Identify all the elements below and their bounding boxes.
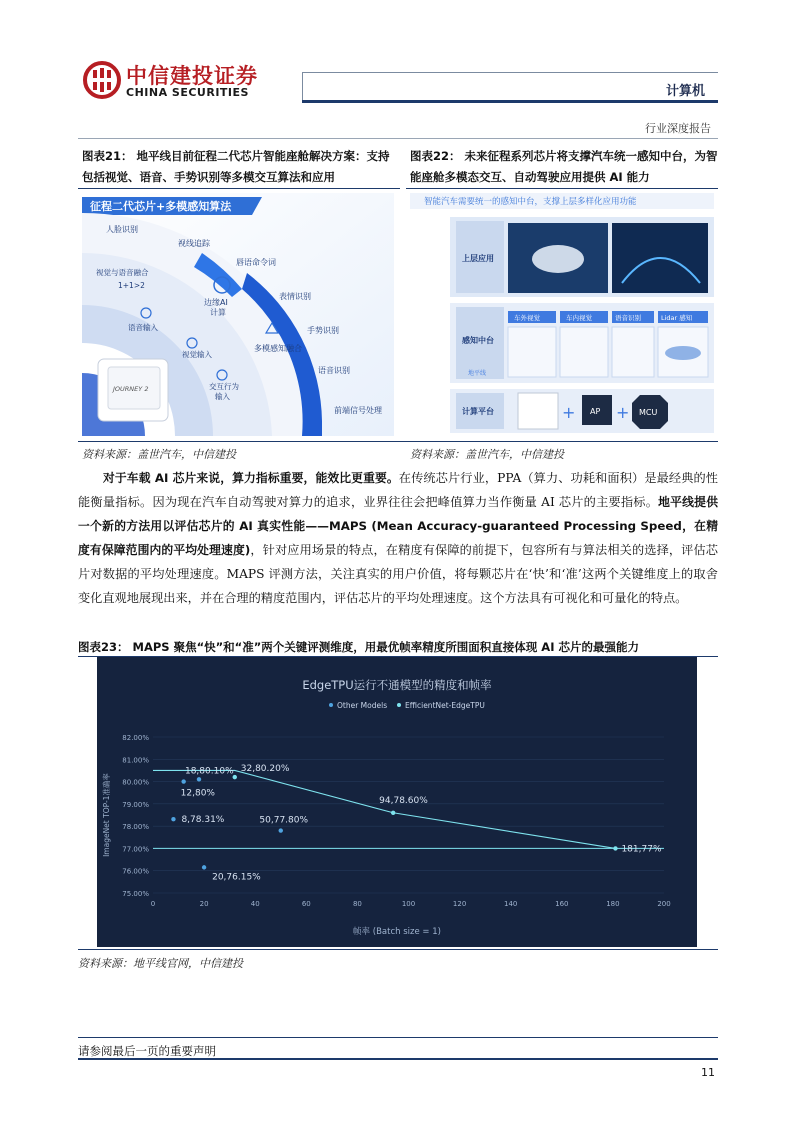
fig21-label: 边缘AI — [204, 298, 228, 307]
data-label: 32,80.20% — [240, 764, 290, 775]
fig22-row-label: 计算平台 — [462, 407, 494, 416]
data-point — [233, 775, 237, 779]
car-icon — [532, 245, 584, 273]
page-number: 11 — [701, 1066, 715, 1079]
figure-23-chart — [97, 657, 697, 947]
data-point — [181, 779, 185, 783]
y-tick-label: 77.00% — [122, 845, 149, 854]
fig22-row-label: 感知中台 — [462, 336, 494, 345]
y-tick-label: 75.00% — [122, 890, 149, 898]
body-paragraph — [78, 466, 718, 610]
figure-23-caption: 图表23： MAPS 聚焦“快”和“准”两个关键评测维度，用最优帧率精度所围面积直接体现 AI 芯片的最强能力 — [78, 640, 639, 654]
fig21-label: 语音识别 — [318, 366, 350, 375]
section-label: 计算机 — [665, 84, 705, 99]
data-label: 8,78.31% — [181, 815, 225, 826]
fig21-label: 唇语命令词 — [236, 258, 276, 267]
fig22-brand: 地平线 — [468, 370, 487, 377]
legend-label: EfficientNet-EdgeTPU — [405, 701, 485, 710]
plus-icon: + — [562, 403, 576, 422]
fig22-perception-header: 车外视觉 — [514, 314, 540, 322]
fig21-label: 视觉输入 — [182, 350, 212, 359]
y-tick-label: 76.00% — [122, 867, 149, 876]
footer-rule-bottom — [78, 1058, 718, 1060]
fig21-label: 表情识别 — [279, 292, 311, 301]
x-tick-label: 40 — [250, 900, 260, 908]
lidar-car-icon — [665, 346, 701, 360]
x-tick-label: 20 — [199, 900, 209, 908]
fig21-banner: 征程二代芯片+多模感知算法 — [90, 200, 232, 213]
fig22-perception-header: 语音识别 — [615, 314, 641, 322]
y-axis-label: ImageNet TOP-1准确率 — [102, 773, 111, 857]
fig21-label: 多模感知融合 — [254, 344, 302, 353]
chart-title: EdgeTPU运行不通模型的精度和帧率 — [302, 678, 492, 692]
x-tick-label: 180 — [606, 900, 620, 908]
logo-chinese-name: 中信建投证券 — [126, 64, 258, 88]
fig21-label: 视觉与语音融合 — [96, 268, 149, 277]
logo-english-name: CHINA SECURITIES — [126, 86, 249, 99]
legend-label: Other Models — [337, 701, 388, 710]
data-point — [279, 828, 283, 832]
fig21-label: 计算 — [210, 308, 226, 317]
fig21-label: 输入 — [215, 392, 230, 401]
figure-22-image — [410, 193, 714, 436]
fig22-perception-header: 车内视觉 — [566, 314, 592, 322]
fig21-label: 手势识别 — [307, 326, 339, 335]
report-type: 行业深度报告 — [645, 122, 711, 135]
body-text-1: 在传统芯片行业，PPA（算力、功耗和面积）是最经典的性能衡量指标。因为现在汽车自动驾驶对算力的追求，业界往往会把峰值算力当作衡量 AI 芯片的主要指标。 — [78, 471, 718, 509]
x-tick-label: 160 — [555, 900, 569, 908]
fig21-label: 视线追踪 — [178, 239, 210, 248]
figure-22-source: 资料来源：盖世汽车，中信建投 — [410, 448, 564, 461]
caption-rule-right — [406, 188, 718, 189]
y-tick-label: 80.00% — [122, 778, 149, 787]
fig21-label: 人脸识别 — [106, 225, 138, 234]
data-point — [197, 777, 201, 781]
x-tick-label: 200 — [657, 900, 671, 908]
frontier-line — [153, 770, 615, 848]
data-label: 94,78.60% — [379, 795, 428, 806]
source-rule — [78, 441, 718, 442]
data-point — [391, 811, 395, 815]
fig21-label: 前端信号处理 — [334, 406, 382, 415]
y-tick-label: 81.00% — [122, 756, 149, 765]
body-text-2: ，针对应用场景的特点，在精度有保障的前提下，包容所有与算法相关的选择，评估芯片对数据的平均处理速度。MAPS 评测方法，关注真实的用户价值，将每颗芯片在‘快’和‘准’这两个关键维度上的取舍变化直观地展现出来，并在合理的精度范围内，评估芯片的平均处理速度。这个方法具有可视化和可量化的特点。 — [78, 543, 718, 605]
fig21-label: 交互行为 — [209, 382, 239, 391]
data-point — [613, 846, 617, 850]
caption-rule-left — [78, 188, 400, 189]
y-tick-label: 79.00% — [122, 800, 149, 809]
x-tick-label: 0 — [150, 900, 156, 908]
body-bold-2: 地平线提供一个新的方法用以评估芯片的 AI 真实性能——MAPS (Mean Accuracy-guaranteed Processing Speed，在精度有保障范围内的平均处理速度) — [78, 495, 718, 557]
data-label: 18,80.10% — [184, 766, 234, 777]
x-tick-label: 80 — [352, 900, 362, 908]
figure-22-caption: 图表22： 未来征程系列芯片将支撑汽车统一感知中台，为智能座舱多模态交互、自动驾驶应用提供 AI 能力 — [410, 149, 718, 184]
data-label: 181,77% — [621, 844, 662, 855]
y-tick-label: 82.00% — [122, 734, 149, 742]
header-frame — [302, 72, 718, 100]
x-tick-label: 120 — [452, 900, 467, 908]
fig21-chip-text: JOURNEY 2 — [113, 385, 149, 393]
scatter-chart — [97, 657, 697, 947]
footer-rule-top — [78, 1037, 718, 1038]
figure-21-source: 资料来源：盖世汽车，中信建投 — [82, 448, 236, 461]
fig22-row-label: 上层应用 — [462, 254, 494, 263]
citic-logo-icon — [82, 60, 122, 100]
figure-23-source: 资料来源：地平线官网，中信建投 — [78, 957, 243, 970]
data-label: 20,76.15% — [212, 872, 261, 883]
legend-marker — [329, 703, 333, 707]
figure-21-caption: 图表21： 地平线目前征程二代芯片智能座舱解决方案：支持包括视觉、语音、手势识别等多模交互算法和应用 — [82, 149, 390, 184]
header-rule — [302, 100, 718, 103]
data-label: 50,77.80% — [259, 815, 309, 826]
fig22-banner: 智能汽车需要统一的感知中台，支撑上层多样化应用功能 — [424, 197, 637, 207]
fig21-label: 1+1>2 — [118, 281, 145, 290]
fig22-chip: MCU — [639, 408, 658, 417]
body-bold-1: 对于车载 AI 芯片来说，算力指标重要，能效比更重要。 — [103, 471, 399, 485]
disclaimer: 请参阅最后一页的重要声明 — [78, 1044, 216, 1058]
legend-marker — [397, 703, 401, 707]
data-point — [202, 865, 206, 869]
fig22-perception-header: Lidar 感知 — [661, 314, 693, 322]
plus-icon: + — [616, 403, 630, 422]
y-tick-label: 78.00% — [122, 823, 149, 832]
data-point — [171, 817, 175, 821]
fig22-chip: AP — [590, 407, 601, 416]
source-23-rule — [78, 949, 718, 950]
x-tick-label: 100 — [401, 900, 416, 908]
data-label: 12,80% — [180, 788, 215, 799]
figure-21-image — [82, 193, 394, 436]
x-axis-label: 帧率 (Batch size = 1) — [353, 927, 441, 937]
x-tick-label: 140 — [504, 900, 518, 908]
report-rule — [78, 138, 718, 139]
x-tick-label: 60 — [301, 900, 311, 908]
fig21-label: 语音输入 — [128, 323, 158, 332]
